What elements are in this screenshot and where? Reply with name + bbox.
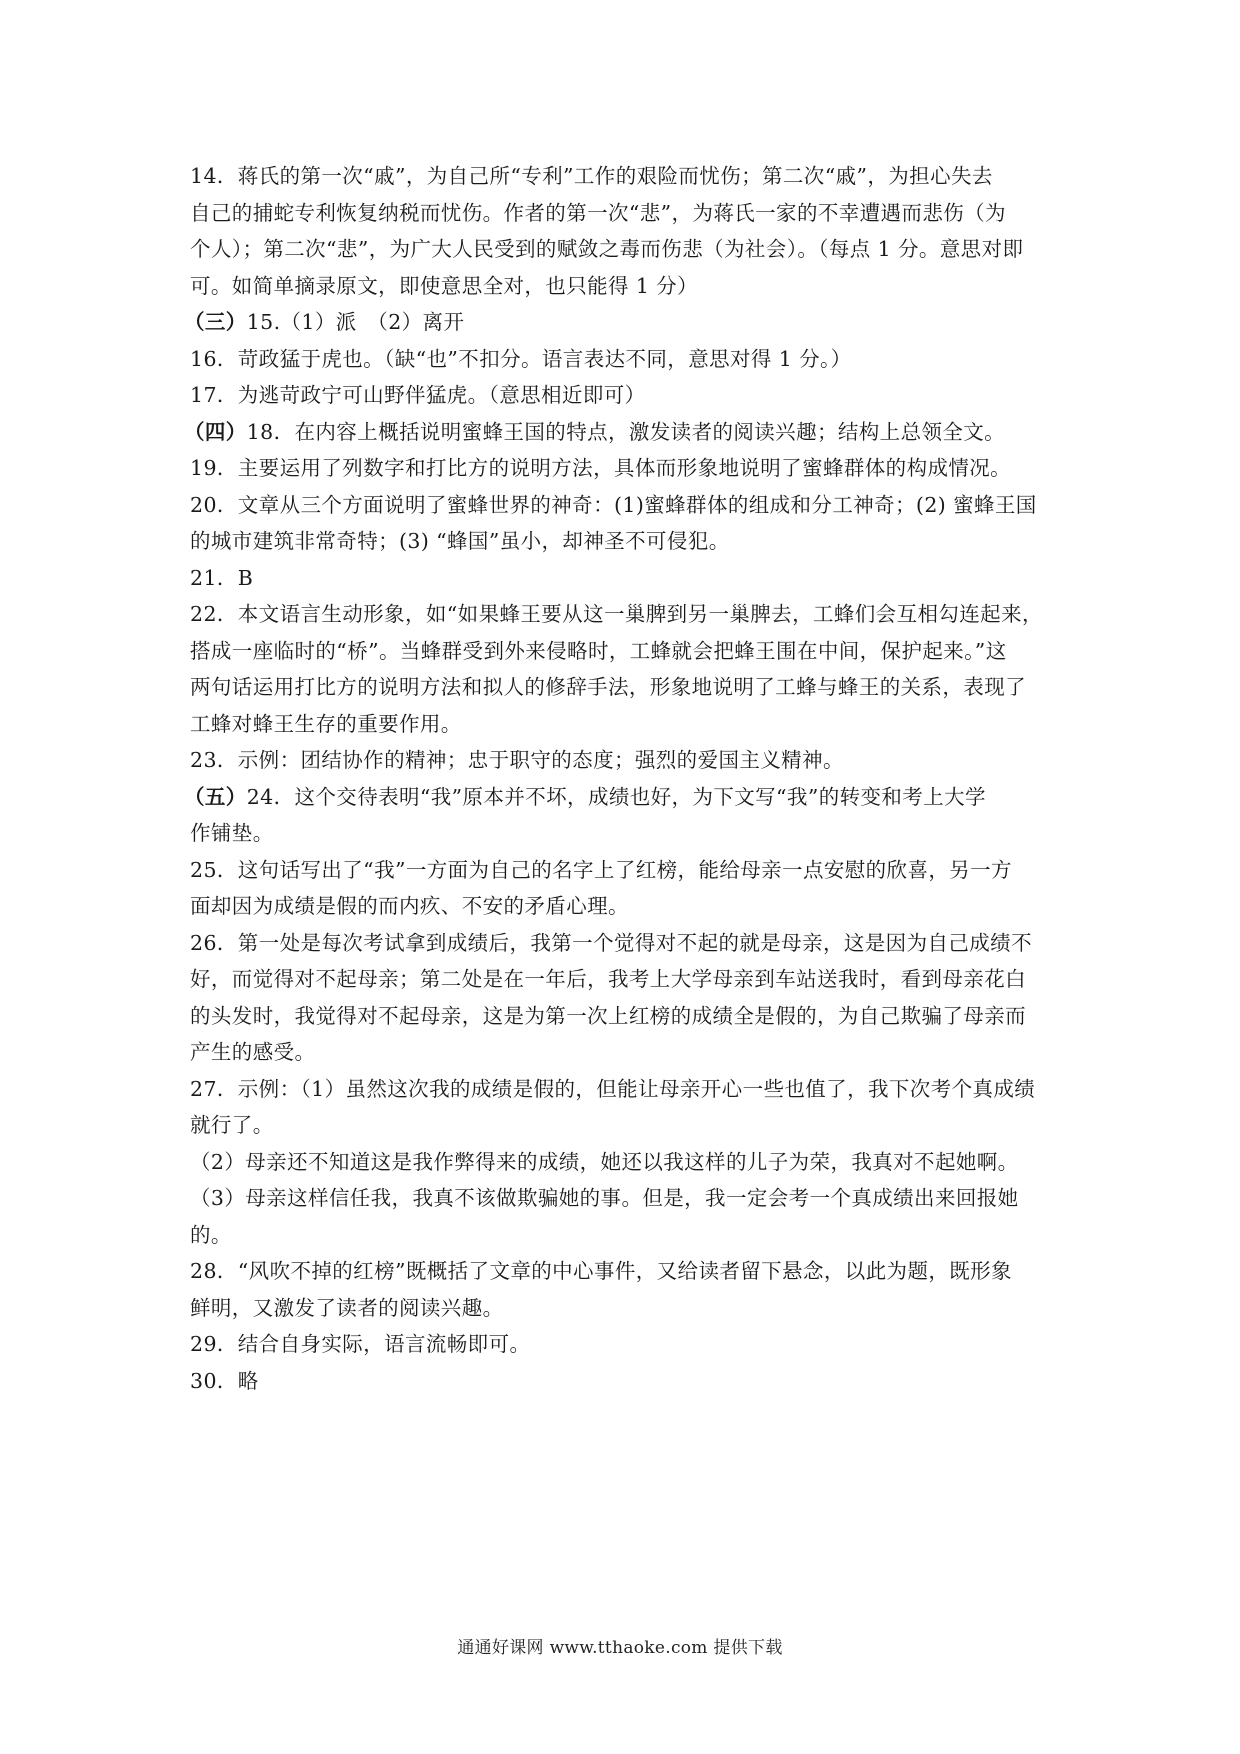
- answer-line: 28．“风吹不掉的红榜”既概括了文章的中心事件，又给读者留下悬念，以此为题，既形象: [190, 1259, 1012, 1283]
- answer-line: 19．主要运用了列数字和打比方的说明方法，具体而形象地说明了蜜蜂群体的构成情况。: [190, 456, 1012, 480]
- answer-text: 24．这个交待表明“我”原本并不坏，成绩也好，为下文写“我”的转变和考上大学: [246, 784, 986, 809]
- answer-line: 两句话运用打比方的说明方法和拟人的修辞手法，形象地说明了工蜂与蜂王的关系，表现了: [190, 675, 1026, 699]
- answer-line: 就行了。: [190, 1113, 274, 1137]
- section-marker: （四）: [184, 419, 247, 444]
- answer-line: 29．结合自身实际，语言流畅即可。: [190, 1332, 531, 1356]
- answer-line: 自己的捕蛇专利恢复纳税而忧伤。作者的第一次“悲”，为蒋氏一家的不幸遭遇而悲伤（为: [190, 200, 1006, 225]
- answer-line: 16．苛政猛于虎也。（缺“也”不扣分。语言表达不同，意思对得 1 分。）: [190, 346, 852, 371]
- answer-line: 工蜂对蜂王生存的重要作用。: [190, 711, 462, 736]
- answer-line: （2）母亲还不知道这是我作弊得来的成绩，她还以我这样的儿子为荣，我真对不起她啊。: [190, 1149, 1019, 1174]
- answer-line: 20．文章从三个方面说明了蜜蜂世界的神奇：(1)蜜蜂群体的组成和分工神奇；(2) 蜜蜂王国: [190, 492, 1037, 517]
- answer-line: （3）母亲这样信任我，我真不该做欺骗她的事。但是，我一定会考一个真成绩出来回报她: [190, 1186, 1019, 1210]
- answer-line: 作铺垫。: [190, 821, 274, 845]
- answer-line: 的。: [190, 1222, 232, 1247]
- answer-line: 鲜明，又激发了读者的阅读兴趣。: [190, 1295, 504, 1320]
- answer-text: 18．在内容上概括说明蜜蜂王国的特点，激发读者的阅读兴趣；结构上总领全文。: [246, 419, 1006, 444]
- answer-line: 22．本文语言生动形象，如“如果蜂王要从这一巢脾到另一巢脾去，工蜂们会互相勾连起来，: [190, 602, 1043, 626]
- answer-line: 个人）；第二次“悲”，为广大人民受到的赋敛之毒而伤悲（为社会）。（每点 1 分。意思对即: [190, 237, 1024, 261]
- section-marker: （三）: [184, 310, 247, 334]
- answer-line: 的头发时，我觉得对不起母亲，这是为第一次上红榜的成绩全是假的，为自己欺骗了母亲而: [190, 1003, 1026, 1028]
- answer-line: 30．略: [190, 1368, 259, 1393]
- answer-line: 好，而觉得对不起母亲；第二处是在一年后，我考上大学母亲到车站送我时，看到母亲花白: [190, 967, 1026, 991]
- answer-line: 21．B: [190, 565, 254, 590]
- answer-text: 15.（1）派 （2）离开: [246, 310, 465, 334]
- answer-line: 14．蒋氏的第一次“戚”，为自己所“专利”工作的艰险而忧伤；第二次“戚”，为担心失去: [190, 164, 993, 188]
- answer-line: 17．为逃苛政宁可山野伴猛虎。（意思相近即可）: [190, 383, 646, 407]
- answer-line: 27．示例：（1）虽然这次我的成绩是假的，但能让母亲开心一些也值了，我下次考个真成绩: [190, 1076, 1036, 1101]
- section-marker: （五）: [184, 784, 247, 809]
- answer-line: 23．示例：团结协作的精神；忠于职守的态度；强烈的爱国主义精神。: [190, 748, 844, 772]
- page-footer: 通通好课网 www.tthaoke.com 提供下载: [457, 1638, 783, 1658]
- answer-line: 产生的感受。: [190, 1040, 316, 1064]
- answer-line: 25．这句话写出了“我”一方面为自己的名字上了红榜，能给母亲一点安慰的欣喜，另一方: [190, 857, 1012, 882]
- answer-key: [184, 158, 1070, 1399]
- answer-line-section-5: [184, 779, 1070, 816]
- answer-line: 26．第一处是每次考试拿到成绩后，我第一个觉得对不起的就是母亲，这是因为自己成绩不: [190, 930, 1032, 955]
- answer-line: 搭成一座临时的“桥”。当蜂群受到外来侵略时，工蜂就会把蜂王围在中间，保护起来。”这: [190, 638, 1007, 663]
- answer-line: 面却因为成绩是假的而内疚、不安的矛盾心理。: [190, 894, 629, 918]
- answer-line: 可。如简单摘录原文，即使意思全对，也只能得 1 分）: [190, 273, 698, 298]
- answer-line-section-4: [184, 414, 1070, 451]
- answer-line: 的城市建筑非常奇特；(3) “蜂国”虽小，却神圣不可侵犯。: [190, 529, 730, 553]
- answer-line-section-3: [184, 304, 1070, 341]
